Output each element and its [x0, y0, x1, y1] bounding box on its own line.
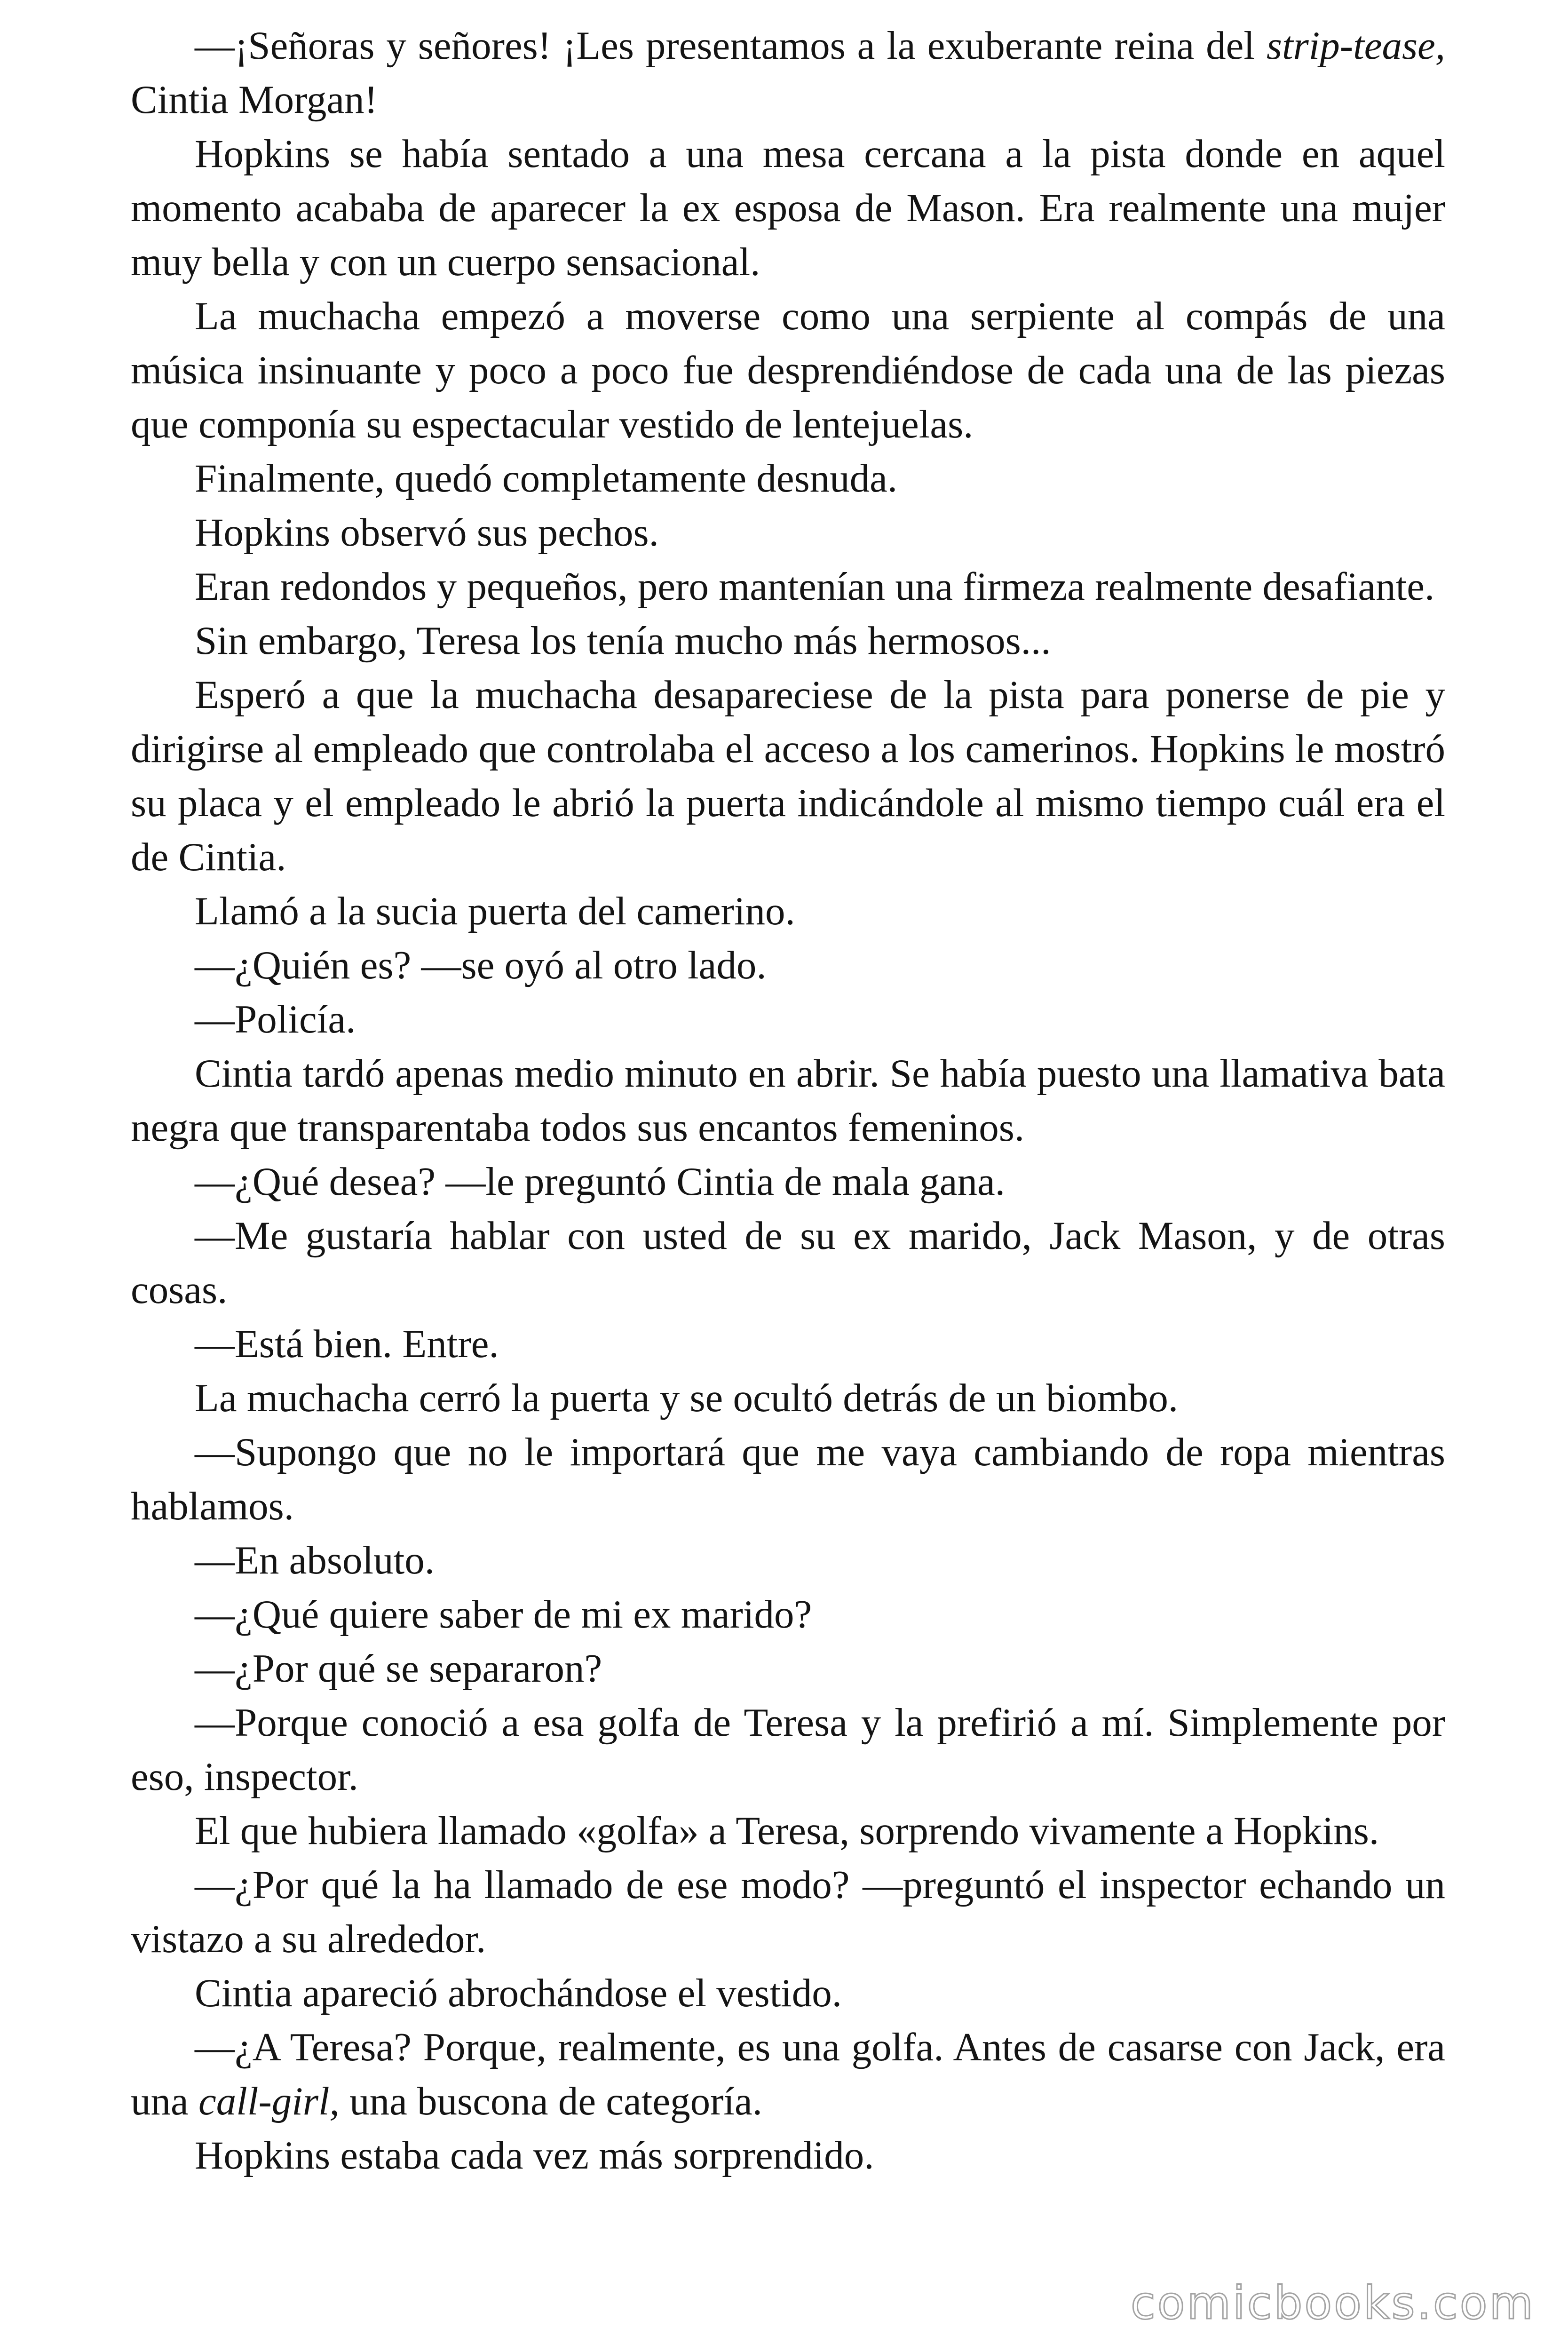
text-run: —¿Por qué la ha llamado de ese modo? —preguntó el inspector echando un vistazo a su alrededor.	[131, 1863, 1445, 1961]
text-run: una buscona de categoría.	[339, 2079, 762, 2123]
paragraph	[131, 668, 1445, 884]
italic-text-run: call-girl,	[198, 2079, 340, 2123]
text-run: Eran redondos y pequeños, pero mantenían una firmeza realmente desafiante.	[195, 564, 1435, 609]
text-run: Cintia Morgan!	[131, 78, 378, 122]
paragraph	[131, 1047, 1445, 1155]
paragraph	[131, 1425, 1445, 1534]
text-run: Hopkins se había sentado a una mesa cercana a la pista donde en aquel momento acababa de aparecer la ex esposa de Mason. Era realmente una mujer muy bella y con un cuerpo sensacional.	[131, 132, 1445, 284]
paragraph	[131, 1966, 1445, 2020]
paragraph	[131, 1371, 1445, 1425]
paragraph	[131, 127, 1445, 289]
text-run: —¿Qué desea? —le preguntó Cintia de mala gana.	[195, 1160, 1005, 1204]
text-run: Llamó a la sucia puerta del camerino.	[195, 889, 795, 933]
text-run: Finalmente, quedó completamente desnuda.	[195, 456, 898, 501]
text-run: —Policía.	[195, 997, 356, 1041]
text-run: Sin embargo, Teresa los tenía mucho más hermosos...	[195, 619, 1051, 663]
text-run: Cintia tardó apenas medio minuto en abrir. Se había puesto una llamativa bata negra que transparentaba todos sus encantos femeninos.	[131, 1051, 1445, 1150]
text-run: —En absoluto.	[195, 1538, 435, 1582]
text-run: —Me gustaría hablar con usted de su ex marido, Jack Mason, y de otras cosas.	[131, 1214, 1445, 1312]
paragraph	[131, 614, 1445, 668]
paragraph	[131, 560, 1445, 614]
text-run: —Supongo que no le importará que me vaya cambiando de ropa mientras hablamos.	[131, 1430, 1445, 1528]
text-run: Hopkins observó sus pechos.	[195, 510, 659, 555]
text-run: Esperó a que la muchacha desapareciese de la pista para ponerse de pie y dirigirse al empleado que controlaba el acceso a los camerinos. Hopkins le mostró su placa y el empleado le abrió la puerta indicándole al mismo tiempo cuál era el de Cintia.	[131, 673, 1445, 879]
watermark: comicbooks.com	[1130, 2277, 1535, 2329]
paragraph	[131, 19, 1445, 127]
paragraph	[131, 1317, 1445, 1371]
text-run: La muchacha empezó a moverse como una serpiente al compás de una música insinuante y poco a poco fue desprendiéndose de cada una de las piezas que componía su espectacular vestido de lentejuelas.	[131, 294, 1445, 446]
text-run: —¿Qué quiere saber de mi ex marido?	[195, 1592, 812, 1637]
text-run: —¿Quién es? —se oyó al otro lado.	[195, 943, 767, 987]
text-run: —¿A Teresa? Porque, realmente, es una golfa. Antes de casarse con Jack, era una	[131, 2025, 1445, 2123]
text-run: —¡Señoras y señores! ¡Les presentamos a la exuberante reina del	[195, 24, 1267, 68]
text-run: —Está bien. Entre.	[195, 1322, 499, 1366]
paragraph	[131, 1642, 1445, 1696]
paragraph	[131, 506, 1445, 560]
paragraph	[131, 938, 1445, 993]
paragraph	[131, 1534, 1445, 1588]
paragraph	[131, 1209, 1445, 1317]
text-run: Cintia apareció abrochándose el vestido.	[195, 1971, 842, 2015]
paragraph	[131, 452, 1445, 506]
text-run: —¿Por qué se separaron?	[195, 1646, 602, 1691]
paragraph	[131, 289, 1445, 452]
paragraph	[131, 1804, 1445, 1858]
paragraph	[131, 884, 1445, 938]
paragraph	[131, 1696, 1445, 1804]
text-run: El que hubiera llamado «golfa» a Teresa, sorprendo vivamente a Hopkins.	[195, 1809, 1379, 1853]
paragraph	[131, 1155, 1445, 1209]
italic-text-run: strip-tease,	[1266, 24, 1445, 68]
paragraph	[131, 993, 1445, 1047]
text-run: La muchacha cerró la puerta y se ocultó detrás de un biombo.	[195, 1376, 1179, 1420]
paragraph	[131, 2020, 1445, 2129]
text-run: Hopkins estaba cada vez más sorprendido.	[195, 2133, 874, 2177]
text-run: —Porque conoció a esa golfa de Teresa y la prefirió a mí. Simplemente por eso, inspector.	[131, 1700, 1445, 1799]
body-text	[131, 19, 1445, 2183]
paragraph	[131, 2129, 1445, 2183]
paragraph	[131, 1858, 1445, 1966]
paragraph	[131, 1588, 1445, 1642]
